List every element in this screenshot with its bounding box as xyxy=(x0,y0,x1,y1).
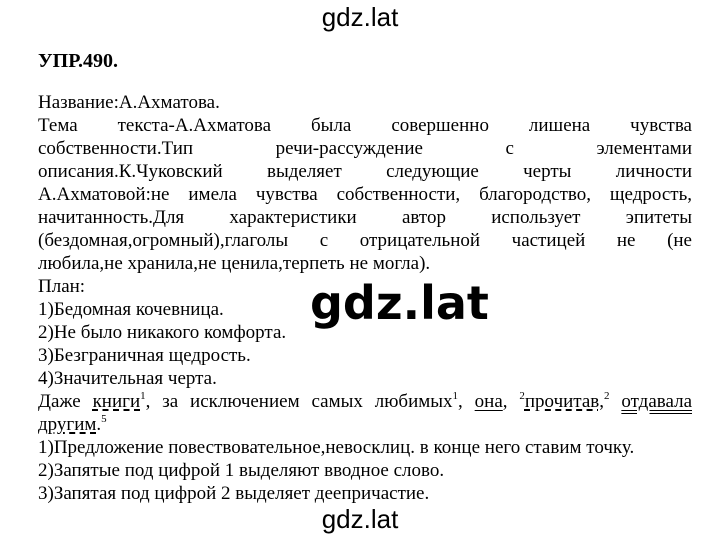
adverbial-underlined-word: прочитав, xyxy=(524,391,604,412)
exercise-heading: УПР.490. xyxy=(38,50,118,72)
watermark-top: gdz.lat xyxy=(321,2,399,32)
parsed-sentence-line-1 xyxy=(38,390,692,413)
watermark-bottom: gdz.lat xyxy=(321,504,399,534)
sentence-word: , за исключением самых любимых xyxy=(145,391,453,412)
text-line: А.Ахматовой:не имела чувства собственности, благородство, щедрость, xyxy=(38,184,692,205)
plan-item: 1)Бедомная кочевница. xyxy=(38,299,224,320)
predicate-underlined-word: отдавала xyxy=(621,391,692,412)
object-underlined-word: книги xyxy=(92,391,141,412)
sentence-word: . xyxy=(96,414,102,435)
sentence-superscript: 1 xyxy=(452,390,459,402)
sentence-word: , xyxy=(502,391,520,412)
text-line: Тема текста-А.Ахматова была совершенно лишена чувства xyxy=(38,115,692,136)
plan-item: 4)Значительная черта. xyxy=(38,368,217,389)
plan-item: 2)Не было никакого комфорта. xyxy=(38,322,287,343)
text-line: описания.К.Чуковский выделяет следующие черты личности xyxy=(38,161,692,182)
text-line: любила,не хранила,не ценила,терпеть не могла). xyxy=(38,253,431,274)
plan-item: 3)Безграничная щедрость. xyxy=(38,345,251,366)
sentence-superscript: 2 xyxy=(519,390,525,402)
text-line: (бездомная,огромный),глаголы с отрицательной частицей не (не xyxy=(38,230,692,251)
sentence-superscript: 5 xyxy=(101,413,107,425)
analysis-item: 2)Запятые под цифрой 1 выделяют вводное слово. xyxy=(38,460,445,481)
sentence-superscript: 1 xyxy=(140,390,146,402)
analysis-item: 3)Запятая под цифрой 2 выделяет деепричастие. xyxy=(38,483,430,504)
sentence-word xyxy=(609,391,621,412)
analysis-item: 1)Предложение повествовательное,невосклиц. в конце него ставим точку. xyxy=(38,437,635,458)
text-line: начитанность.Для характеристики автор использует эпитеты xyxy=(38,207,692,228)
sentence-superscript: 2 xyxy=(603,390,610,402)
text-line: Название:А.Ахматова. xyxy=(38,92,220,113)
subject-underlined-word: она xyxy=(474,391,503,412)
text-line: План: xyxy=(38,276,86,297)
sentence-word: Даже xyxy=(38,391,93,412)
object-underlined-word: другим xyxy=(38,414,97,435)
sentence-word: , xyxy=(458,391,475,412)
parsed-sentence-line-2 xyxy=(38,413,692,436)
watermark-middle: gdz.lat xyxy=(310,276,489,330)
text-line: собственности.Тип речи-рассуждение с элементами xyxy=(38,138,692,159)
